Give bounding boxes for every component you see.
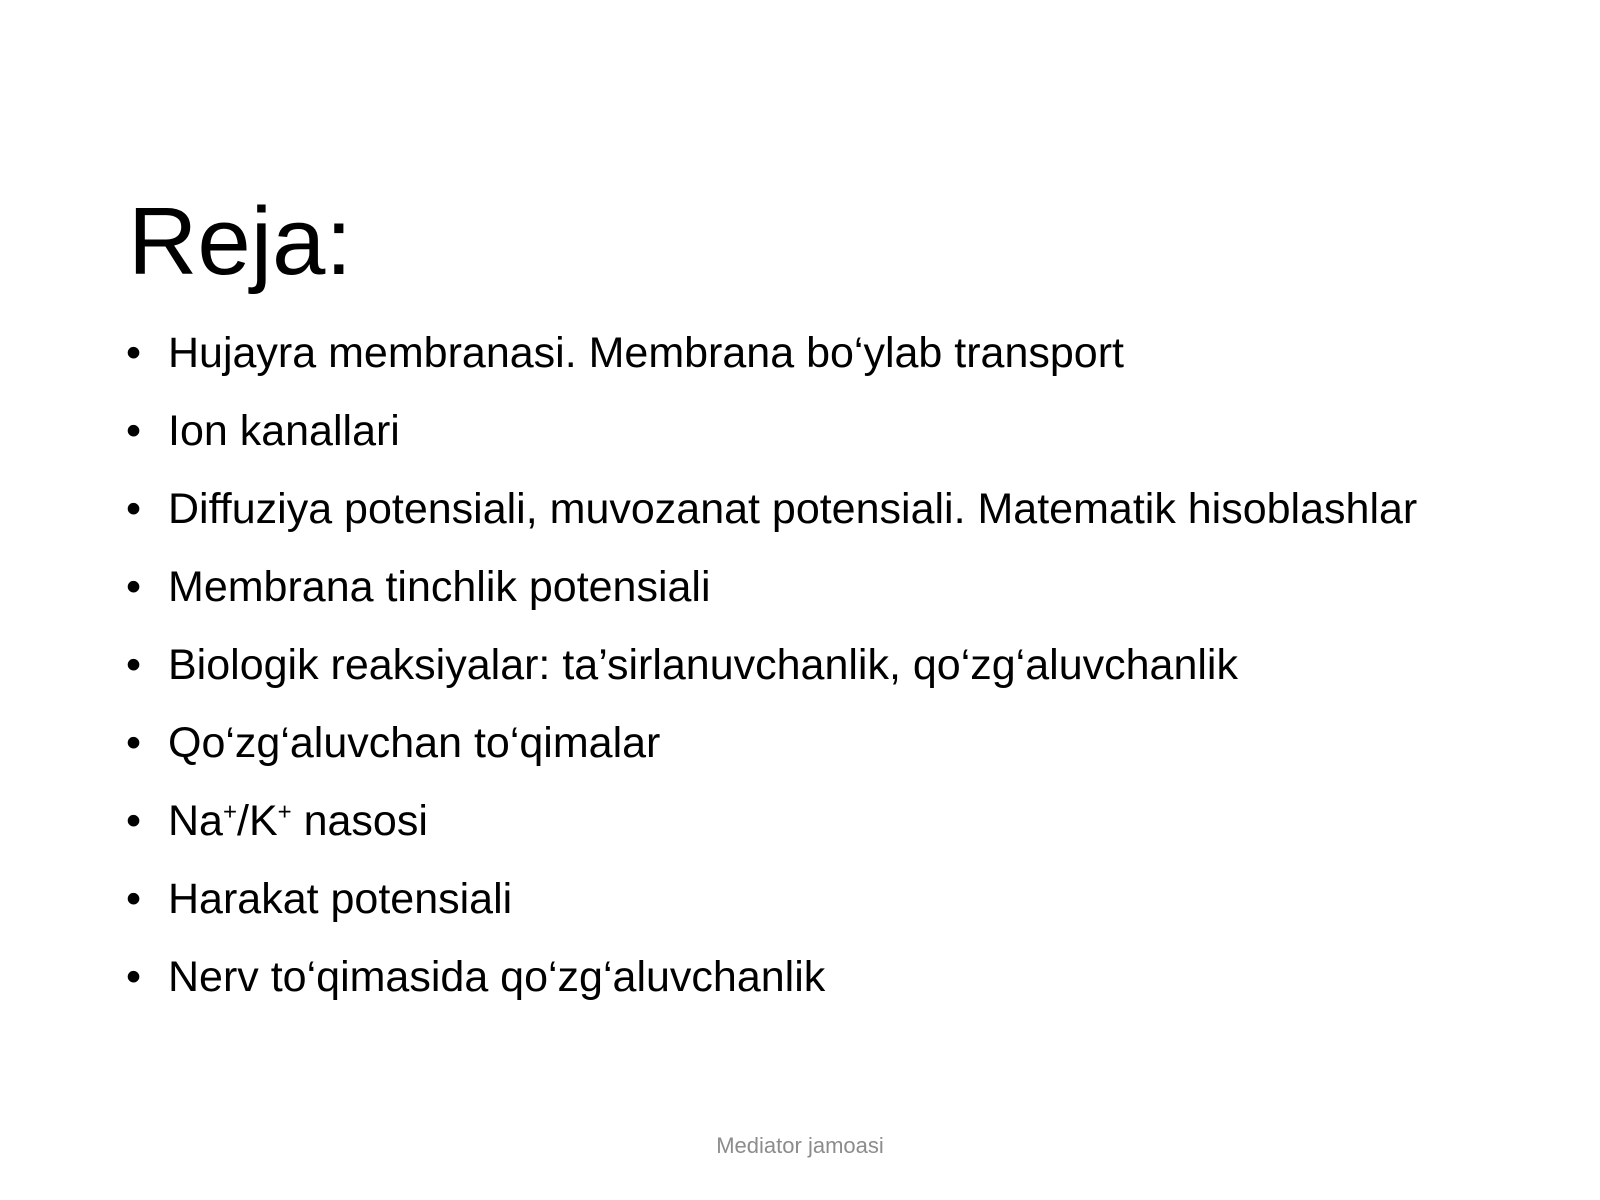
list-item [126,482,1486,536]
footer-text: Mediator jamoasi [716,1133,884,1158]
potassium-label: K [248,797,278,845]
bullet-icon: • [126,329,142,377]
bullet-icon: • [126,563,142,611]
bullet-icon: • [126,719,142,767]
bullet-list [126,326,1486,1028]
list-item [126,326,1486,380]
potassium-charge: + [277,798,292,826]
pump-label: nasosi [291,797,428,845]
sodium-label: Na [168,797,223,845]
bullet-icon: • [126,485,142,533]
list-item-text: Diffuziya potensiali, muvozanat potensiali. Matematik hisoblashlar [168,485,1418,533]
bullet-icon: • [126,797,142,845]
list-item [126,404,1486,458]
bullet-icon: • [126,407,142,455]
list-item-text [168,797,428,845]
list-item-text: Ion kanallari [168,407,400,455]
slash-separator: / [236,797,249,845]
sodium-charge: + [222,798,237,826]
list-item-text: Nerv to‘qimasida qo‘zg‘aluvchanlik [168,953,826,1001]
list-item [126,638,1486,692]
list-item [126,950,1486,1004]
bullet-icon: • [126,953,142,1001]
bullet-icon: • [126,875,142,923]
list-item [126,560,1486,614]
slide-title: Reja: [128,188,353,296]
list-item [126,794,1486,848]
list-item-text: Qo‘zg‘aluvchan to‘qimalar [168,719,661,767]
list-item-text: Hujayra membranasi. Membrana bo‘ylab transport [168,329,1124,377]
list-item-text: Biologik reaksiyalar: ta’sirlanuvchanlik, qo‘zg‘aluvchanlik [168,641,1238,689]
list-item-text: Harakat potensiali [168,875,513,923]
list-item-text: Membrana tinchlik potensiali [168,563,711,611]
list-item [126,716,1486,770]
bullet-icon: • [126,641,142,689]
list-item [126,872,1486,926]
